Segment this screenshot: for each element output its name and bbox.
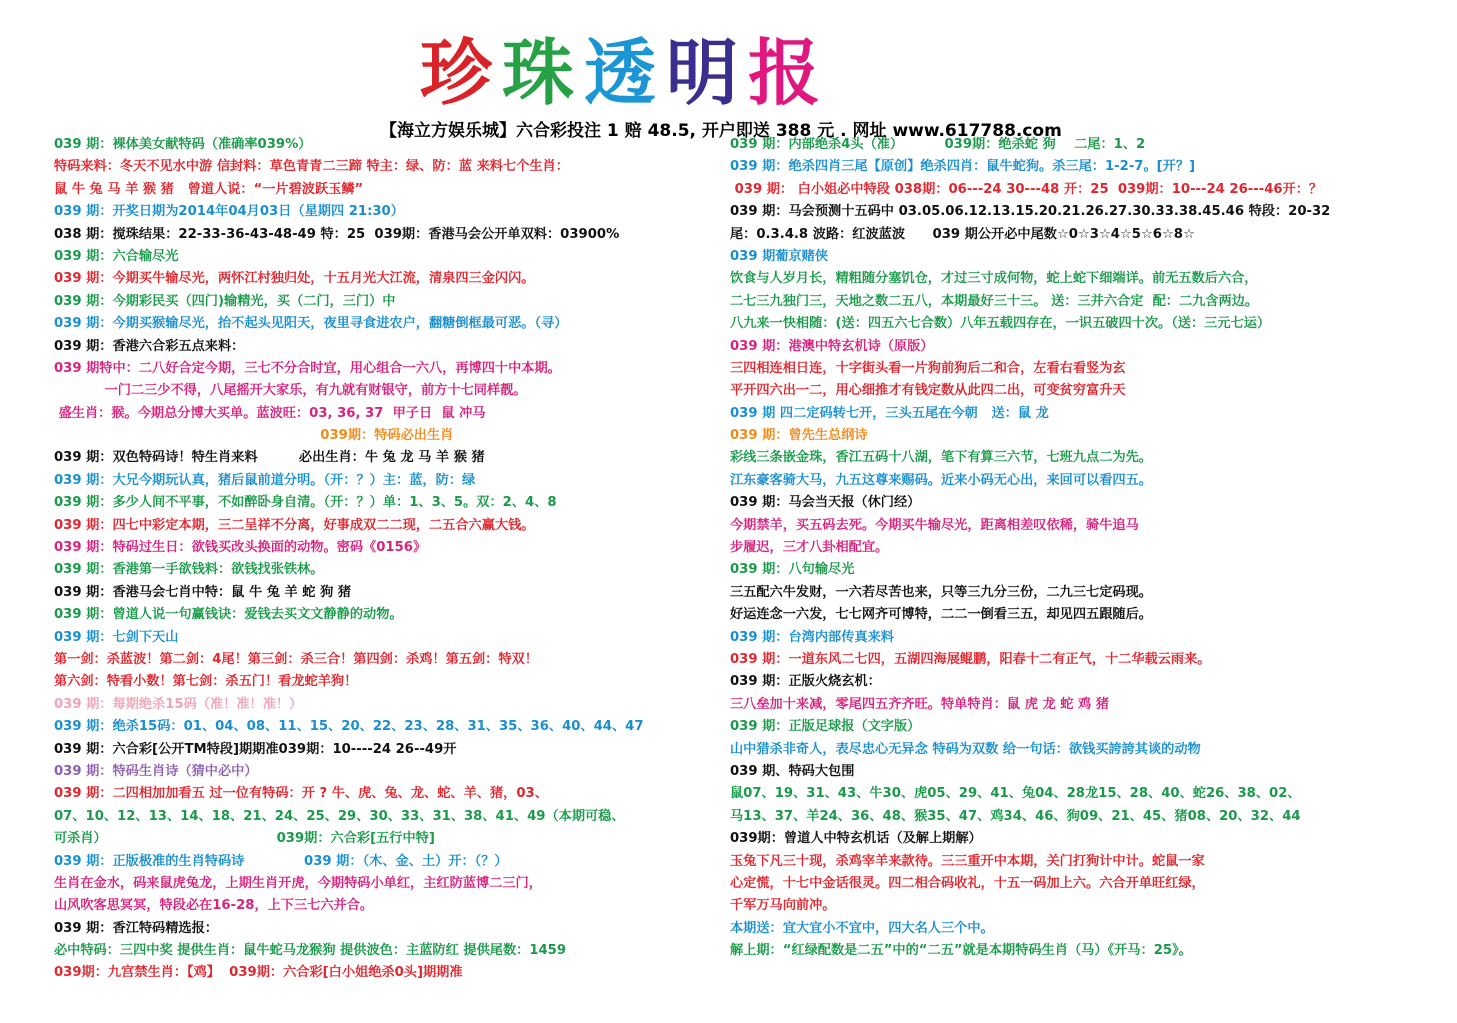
text-line: 039 期：一道东风二七四，五湖四海展鲲鹏，阳春十二有正气，十二华载云雨来。 [730,651,1211,667]
title-char: 珍 [420,30,503,115]
text-line: 039 期：特码生肖诗（猜中必中） [54,763,258,779]
text-line: 平开四六出一二，用心细推才有钱定数从此四二出，可变贫穷富升天 [730,383,1126,399]
text-line: 039 期葡京赌侠 [730,248,829,264]
text-line: 步履迟，三才八卦相配宜。 [730,540,889,556]
text-line: 039 期：曾道人说一句赢钱诀：爱钱去买文文静静的动物。 [54,607,403,623]
text-line: 本期送：宜大宜小不宜中，四大名人三个中。 [730,920,994,936]
text-line: 玉兔下凡三十现，杀鸡宰羊来款待。三三重开中本期，关门打狗计中计。蛇鼠一家 [730,853,1205,869]
text-line: 必中特码：三四中奖 提供生肖：鼠牛蛇马龙猴狗 提供波色：主蓝防红 提供尾数：1459 [54,943,567,959]
text-line: 心定慌，十七中金话很灵。四二相合码收礼，十五一码加上六。六合开单旺红绿， [730,875,1205,891]
text-line: 039 期：正版足球报（文字版） [730,719,921,735]
text-line: 039 期：台湾内部传真来料 [730,629,894,645]
text-line: 039 期：内部绝杀4头（准） 039期：绝杀蛇 狗 二尾：1、2 [730,137,1146,152]
text-line: 039 期：香港第一手欲钱料：欲钱找张铁林。 [54,562,324,578]
title-char: 明 [666,30,749,115]
text-line: 盛生肖：猴。今期总分博大买单。蓝波旺：03, 36, 37 甲子日 鼠 冲马 [54,405,486,421]
text-line: 039 期：裸体美女献特码（准确率039%） [54,137,312,152]
text-line: 038 期：搅珠结果：22-33-36-43-48-49 特：25 039期：香港马会公开单双料：03900% [54,226,620,242]
text-line: 039 期：四七中彩定本期，三二呈祥不分离，好事成双二二现，二五合六赢大钱。 [54,517,535,533]
text-line: 第六剑：特看小数！第七剑：杀五门！看龙蛇羊狗！ [54,674,358,690]
text-line: 039 期、特码大包围 [730,763,855,779]
text-line: 039 期：开奖日期为2014年04月03日（星期四 21:30） [54,204,404,220]
text-line: 039 期：二四相加加看五 过一位有特码：开 ? 牛、虎、兔、龙、蛇、羊、猪，03、 [54,786,548,802]
text-line: 039 期：香港马会七肖中特：鼠 牛 兔 羊 蛇 狗 猪 [54,584,352,600]
text-line: 三五配六牛发财，一六若尽苦也来，只等三九分三份，二九三七定码现。 [730,584,1152,600]
title-char: 透 [584,30,667,115]
text-line: 第一剑：杀蓝波！第二剑：4尾！第三剑：杀三合！第四剑：杀鸡！第五剑：特双！ [54,651,538,667]
title-char: 报 [748,30,831,115]
text-line: 039 期：香江特码精选报： [54,920,218,936]
text-line: 039 期：双色特码诗！特生肖来料 必出生肖：牛 兔 龙 马 羊 猴 猪 [54,450,485,466]
text-line: 山中猎杀非奇人，表尽忠心无异念 特码为双数 给一句话：欲钱买誇誇其谈的动物 [730,741,1201,757]
text-line: 039 期：绝杀15码：01、04、08、11、15、20、22、23、28、31、35、36、40、44、47 [54,719,644,735]
text-line: 可杀肖） 039期：六合彩[五行中特] [54,831,435,847]
text-line: 039期：特码必出生肖 [54,428,454,444]
text-line: 039 期：马会当天报（休门经） [730,495,921,511]
right-column [730,134,1445,962]
text-line: 马13、37、羊24、36、48、猴35、47、鸡34、46、狗09、21、45、猪08、20、32、44 [730,808,1301,824]
text-line: 039 期：七剑下天山 [54,629,179,645]
text-line: 039 期：正版极准的生肖特码诗 039 期：（木、金、土）开：（？） [54,853,508,869]
text-line: 鼠07、19、31、43、牛30、虎05、29、41、兔04、28龙15、28、40、蛇26、38、02、 [730,786,1301,802]
text-line: 039期：九宫禁生肖：【鸡】 039期：六合彩[白小姐绝杀0头]期期准 [54,965,463,981]
text-line: 039 期：今期彩民买（四门)输精光，买（二门，三门）中 [54,293,396,309]
text-line: 生肖在金水，码来鼠虎兔龙，上期生肖开虎，今期特码小单红，主红防蓝博二三门， [54,875,542,891]
text-line: 039 期：绝杀四肖三尾【原创】绝杀四肖：鼠牛蛇狗。杀三尾：1-2-7。[开？] [730,159,1196,175]
text-line: 饮食与人岁月长，精粗随分塞饥仓，才过三寸成何物，蛇上蛇下细端详。前无五数后六合， [730,271,1258,287]
banner-subtitle: 【海立方娱乐城】六合彩投注 1 赔 48.5, 开户即送 388 元 . 网址 www.617788.com [380,121,1062,141]
text-line: 039 期：每期绝杀15码（准！准！准！） [54,696,303,712]
text-line: 039 期：今期买猴输尽光，抬不起头见阳天，夜里寻食进农户，翻糖倒框最可恶。（寻） [54,316,568,332]
text-line: 039 期：六合彩[公开TM特段]期期准039期：10----24 26--49开 [54,741,457,757]
text-line: 彩线三条嵌金珠，香江五码十八湖，笔下有算三六节，七班九点二为先。 [730,450,1152,466]
text-line: 特码来料：冬天不见水中游 信封料：草色青青二三蹄 特主：绿、防：蓝 来料七个生肖： [54,159,569,175]
text-line: 039期：曾道人中特玄机话（及解上期解） [730,831,982,847]
text-line: 三八垒加十来减，零尾四五齐齐旺。特单特肖：鼠 虎 龙 蛇 鸡 猪 [730,696,1110,712]
text-line: 山风吹客思冥冥，特段必在16-28，上下三七六并合。 [54,898,374,914]
text-line: 039 期：今期买牛输尽光，两怀江村独归处，十五月光大江流，清泉四三金闪闪。 [54,271,535,287]
text-line: 039 期：马会预测十五码中 03.05.06.12.13.15.20.21.26.27.30.33.38.45.46 特段：20-32 [730,204,1331,220]
text-line: 尾：0.3.4.8 波路：红波蓝波 039 期公开必中尾数☆0☆3☆4☆5☆6☆8☆ [730,226,1195,242]
left-column [54,134,704,985]
text-line: 二七三九独门三，天地之数二五八，本期最好三十三。 送：三并六合定 配：二九含两边。 [730,293,1259,309]
text-line: 039 期：港澳中特玄机诗（原版） [730,338,934,354]
text-line: 07、10、12、13、14、18、21、24、25、29、30、33、31、38、41、49（本期可稳、 [54,808,625,824]
text-line: 一门二三少不得，八尾摇开大家乐，有九就有财银守，前方十七同样靓。 [54,383,527,399]
text-line: 鼠 牛 兔 马 羊 猴 猪 曾道人说：“一片碧波跃玉鳞” [54,181,364,197]
text-line: 039 期：香港六合彩五点来料： [54,338,245,354]
text-line: 解上期：“红绿配数是二五”中的“二五”就是本期特码生肖（马）《开马：25》。 [730,943,1192,959]
text-line: 039 期：特码过生日：欲钱买改头换面的动物。密码《0156》 [54,540,427,556]
text-line: 039 期：曾先生总纲诗 [730,428,868,444]
text-line: 039 期：大兄今期玩认真，猪后鼠前道分明。（开：？）主：蓝，防：绿 [54,472,476,488]
title-char: 珠 [502,30,585,115]
page-title [420,28,900,118]
text-line: 039 期：多少人间不平事，不如醉卧身自清。（开：？）单：1、3、5。双：2、4、8 [54,495,557,511]
text-line: 千军万马向前冲。 [730,898,836,914]
text-line: 039 期：正版火烧玄机： [730,674,881,690]
text-line: 八九来一快相随：(送：四五六七合数）八年五载四存在，一识五破四十次。（送：三元七运） [730,316,1271,332]
text-line: 好运连念一六发，七七网齐可博特，二二一倒看三五，却见四五跟随后。 [730,607,1152,623]
text-line: 039 期：八句输尽光 [730,562,855,578]
text-line: 039 期 四二定码转七开，三头五尾在今朝 送：鼠 龙 [730,405,1049,421]
text-line: 今期禁羊，买五码去死。今期买牛输尽光，距离相差叹依稀，骑牛追马 [730,517,1139,533]
text-line: 039 期： 白小姐必中特段 038期：06---24 30---48 开：25 039期：10---24 26---46开：？ [730,181,1323,197]
text-line: 039 期特中：二八好合定今期，三七不分合时宜，用心组合一六八，再博四十中本期。 [54,360,561,376]
text-line: 039 期：六合输尽光 [54,248,179,264]
text-line: 三四相连相日连，十字街头看一片狗前狗后二和合，左看右看竖为玄 [730,360,1126,376]
text-line: 江东豪客骑大马，九五这尊来赐码。近来小码无心出，来回可以看四五。 [730,472,1152,488]
